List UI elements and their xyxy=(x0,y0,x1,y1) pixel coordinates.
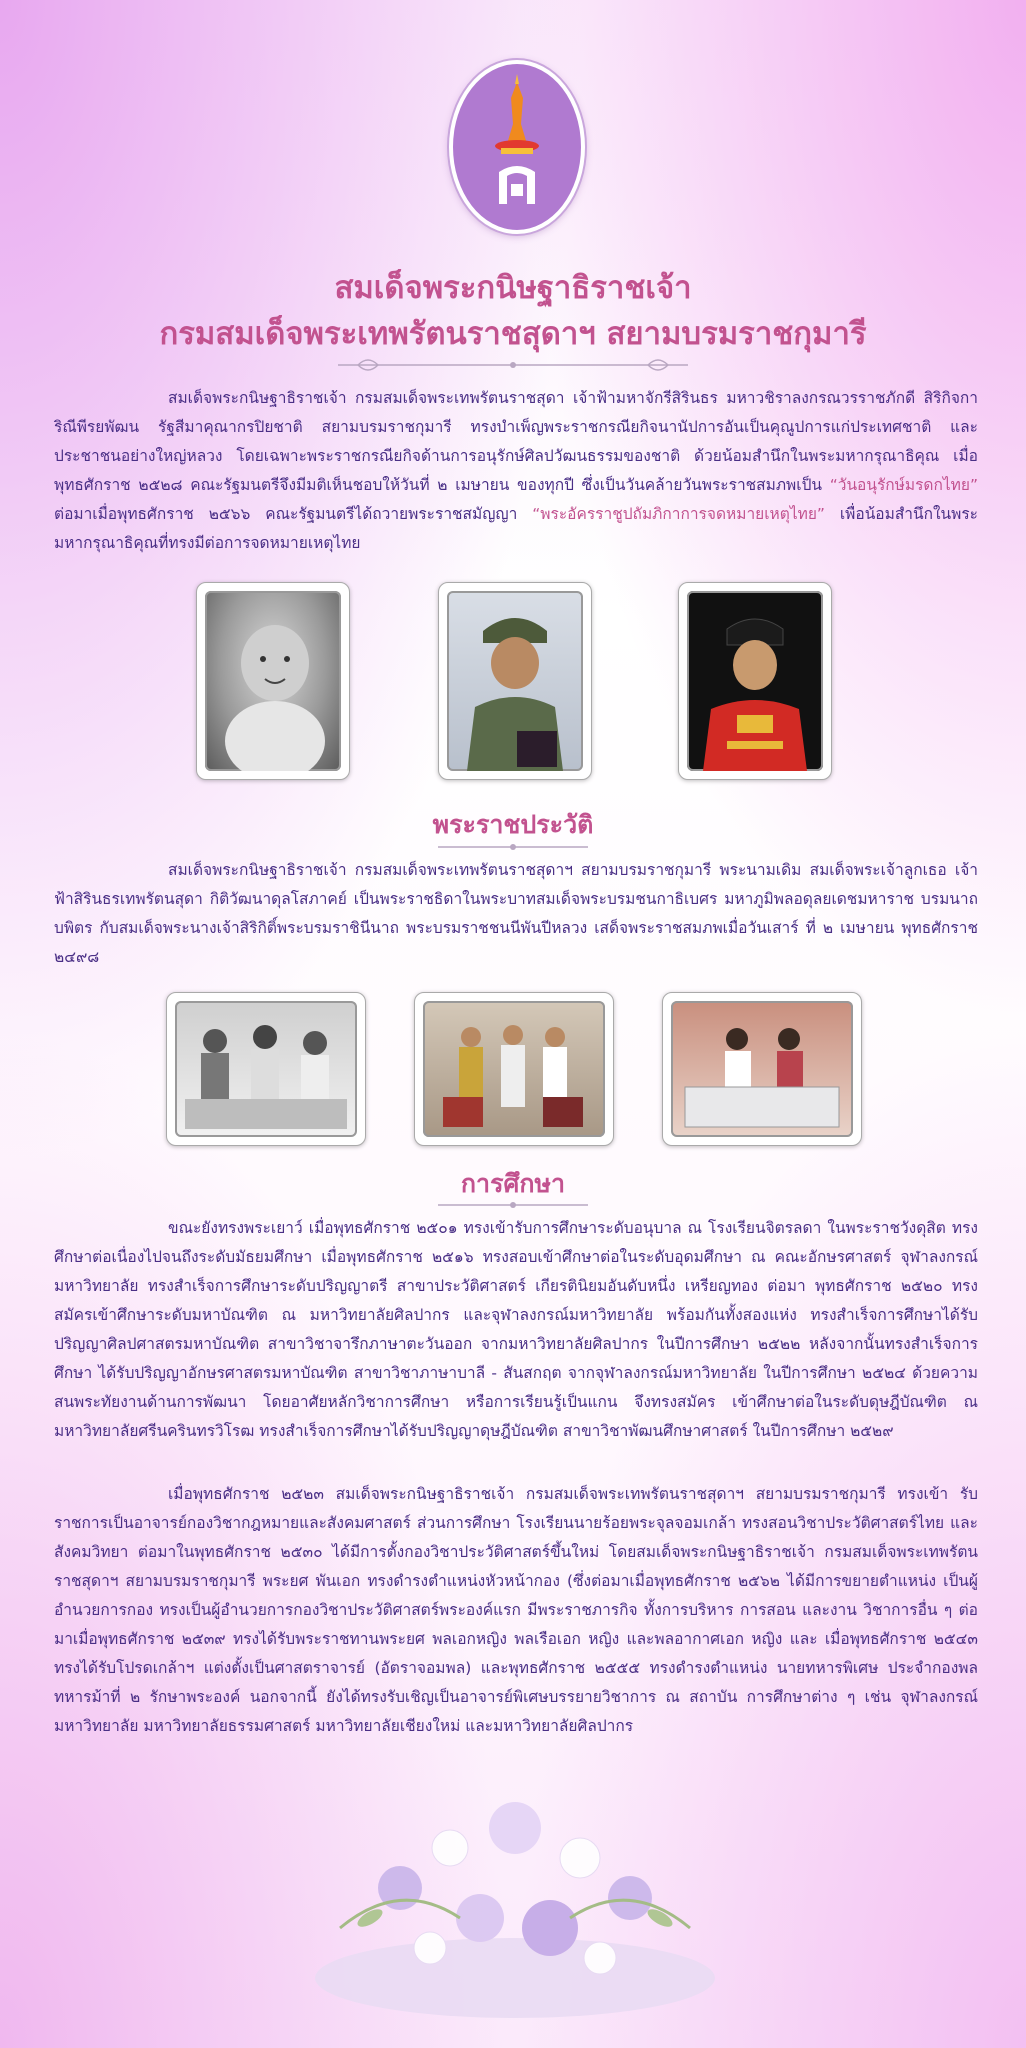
biography-paragraph: สมเด็จพระกนิษฐาธิราชเจ้า กรมสมเด็จพระเทพรัตนราชสุดาฯ สยามบรมราชกุมารี พระนามเดิม สมเด็จพระเจ้าลูกเธอ เจ้าฟ้าสิรินธรเทพรัตนสุดา กิติวัฒนาดุลโสภาคย์ เป็นพระราชธิดาในพระบาทสมเด็จพระบรมชนกาธิเบศร มหาภูมิพลอดุลยเดชมหาราช บรมนาถบพิตร กับสมเด็จพระนางเจ้าสิริกิติ์พระบรมราชินีนาถ พระบรมราชชนนีพันปีหลวง เสด็จพระราชสมภพเมื่อวันเสาร์ ที่ ๒ เมษายน พุทธศักราช ๒๔๙๘ xyxy=(54,861,978,966)
photo-baby-portrait xyxy=(196,582,350,780)
ornament-divider xyxy=(328,350,698,380)
photo-uniform-portrait xyxy=(438,582,592,780)
biography-heading: พระราชประวัติ xyxy=(432,810,594,839)
photo-archives-visit xyxy=(662,992,862,1146)
education-heading: การศึกษา xyxy=(460,1169,566,1198)
intro-paragraph: สมเด็จพระกนิษฐาธิราชเจ้า กรมสมเด็จพระเทพรัตนราชสุดา เจ้าฟ้ามหาจักรีสิรินธร มหาวชิราลงกรณวรราชภักดี สิริกิจการิณีพีรยพัฒน รัฐสีมาคุณากรปิยชาติ สยามบรมราชกุมารี ทรงบำเพ็ญพระราชกรณียกิจนานัปการอันเป็นคุณูปการแก่ประเทศชาติ และประชาชนอย่างใหญ่หลวง โดยเฉพาะพระราชกรณียกิจด้านการอนุรักษ์ศิลปวัฒนธรรมของชาติ ด้วยน้อมสำนึกในพระมหากรุณาธิคุณ เมื่อพุทธศักราช ๒๕๒๘ คณะรัฐมนตรีจึงมีมติเห็นชอบให้วันที่ ๒ เมษายน ของทุกปี ซึ่งเป็นวันคล้ายวันพระราชสมภพเป็น “วันอนุรักษ์มรดกไทย” ต่อมาเมื่อพุทธศักราช ๒๕๖๖ คณะรัฐมนตรีได้ถวายพระราชสมัญญา “พระอัครราชูปถัมภิกาการจดหมายเหตุไทย” เพื่อน้อมสำนึกในพระมหากรุณาธิคุณที่ทรงมีต่อการจดหมายเหตุไทย xyxy=(54,389,978,552)
photo-ceremonial-uniform-portrait xyxy=(678,582,832,780)
heritage-day-highlight: “วันอนุรักษ์มรดกไทย” xyxy=(829,476,978,494)
education-paragraph-1: ขณะยังทรงพระเยาว์ เมื่อพุทธศักราช ๒๕๐๑ ทรงเข้ารับการศึกษาระดับอนุบาล ณ โรงเรียนจิตรลดา ในพระราชวังดุสิต ทรงศึกษาต่อเนื่องไปจนถึงระดับมัธยมศึกษา เมื่อพุทธศักราช ๒๕๑๖ ทรงสอบเข้าศึกษาต่อในระดับอุดมศึกษา ณ คณะอักษรศาสตร์ จุฬาลงกรณ์มหาวิทยาลัย ทรงสำเร็จการศึกษาระดับปริญญาตรี สาขาประวัติศาสตร์ เกียรตินิยมอันดับหนึ่ง เหรียญทอง ต่อมา พุทธศักราช ๒๕๒๐ ทรงสมัครเข้าศึกษาระดับมหาบัณฑิต ณ มหาวิทยาลัยศิลปากร และจุฬาลงกรณ์มหาวิทยาลัย พร้อมกันทั้งสองแห่ง ทรงสำเร็จการศึกษาได้รับปริญญาศิลปศาสตรมหาบัณฑิต สาขาวิชาจารึกภาษาตะวันออก จากมหาวิทยาลัยศิลปากร ในปีการศึกษา ๒๕๒๒ หลังจากนั้นทรงสำเร็จการศึกษา ได้รับปริญญาอักษรศาสตรมหาบัณฑิต สาขาวิชาภาษาบาลี - สันสกฤต จากจุฬาลงกรณ์มหาวิทยาลัย ในปีการศึกษา ๒๕๒๔ ด้วยความสนพระทัยงานด้านการพัฒนา โดยอาศัยหลักวิชาการศึกษา หรือการเรียนรู้เป็นแกน จึงทรงสมัคร เข้าศึกษาต่อในระดับดุษฎีบัณฑิต ณ มหาวิทยาลัยศรีนครินทรวิโรฒ ทรงสำเร็จการศึกษาได้รับปริญญาดุษฎีบัณฑิต สาขาวิชาพัฒนศึกษาศาสตร์ ในปีการศึกษา ๒๕๒๙ xyxy=(54,1219,978,1440)
education-paragraph-2: เมื่อพุทธศักราช ๒๕๒๓ สมเด็จพระกนิษฐาธิราชเจ้า กรมสมเด็จพระเทพรัตนราชสุดาฯ สยามบรมราชกุมารี ทรงเข้า รับราชการเป็นอาจารย์กองวิชากฎหมายและสังคมศาสตร์ ส่วนการศึกษา โรงเรียนนายร้อยพระจุลจอมเกล้า ทรงสอนวิชาประวัติศาสตร์ไทย และสังคมวิทยา ต่อมาในพุทธศักราช ๒๕๓๐ ได้มีการตั้งกองวิชาประวัติศาสตร์ขึ้นใหม่ โดยสมเด็จพระกนิษฐาธิราชเจ้า กรมสมเด็จพระเทพรัตน ราชสุดาฯ สยามบรมราชกุมารี พระยศ พันเอก ทรงดำรงตำแหน่งหัวหน้ากอง (ซึ่งต่อมาเมื่อพุทธศักราช ๒๕๖๒ ได้มีการขยายตำแหน่ง เป็นผู้อำนวยการกอง ทรงเป็นผู้อำนวยการกองวิชาประวัติศาสตร์พระองค์แรก มีพระราชภารกิจ ทั้งการบริหาร การสอน และงาน วิชาการอื่น ๆ ต่อมาเมื่อพุทธศักราช ๒๕๓๙ ทรงได้รับพระราชทานพระยศ พลเอกหญิง พลเรือเอก หญิง และพลอากาศเอก หญิง และ เมื่อพุทธศักราช ๒๕๔๓ ทรงได้รับโปรดเกล้าฯ แต่งตั้งเป็นศาสตราจารย์ (อัตราจอมพล) และพุทธศักราช ๒๕๕๕ ทรงดำรงตำแหน่ง นายทหารพิเศษ ประจำกองพลทหารม้าที่ ๒ รักษาพระองค์ นอกจากนี้ ยังได้ทรงรับเชิญเป็นอาจารย์พิเศษบรรยายวิชาการ ณ สถาบัน การศึกษาต่าง ๆ เช่น จุฬาลงกรณ์มหาวิทยาลัย มหาวิทยาลัยธรรมศาสตร์ มหาวิทยาลัยเชียงใหม่ และมหาวิทยาลัยศิลปากร xyxy=(54,1485,978,1735)
page-title-line2: กรมสมเด็จพระเทพรัตนราชสุดาฯ สยามบรมราชกุมารี xyxy=(159,316,867,352)
floral-decoration xyxy=(280,1768,750,2028)
photo-graduation-group xyxy=(414,992,614,1146)
page-title-line1: สมเด็จพระกนิษฐาธิราชเจ้า xyxy=(334,270,692,306)
royal-cipher-emblem xyxy=(449,60,585,234)
archives-title-highlight: “พระอัครราชูปถัมภิกาการจดหมายเหตุไทย” xyxy=(532,505,825,523)
photo-group-at-table xyxy=(166,992,366,1146)
